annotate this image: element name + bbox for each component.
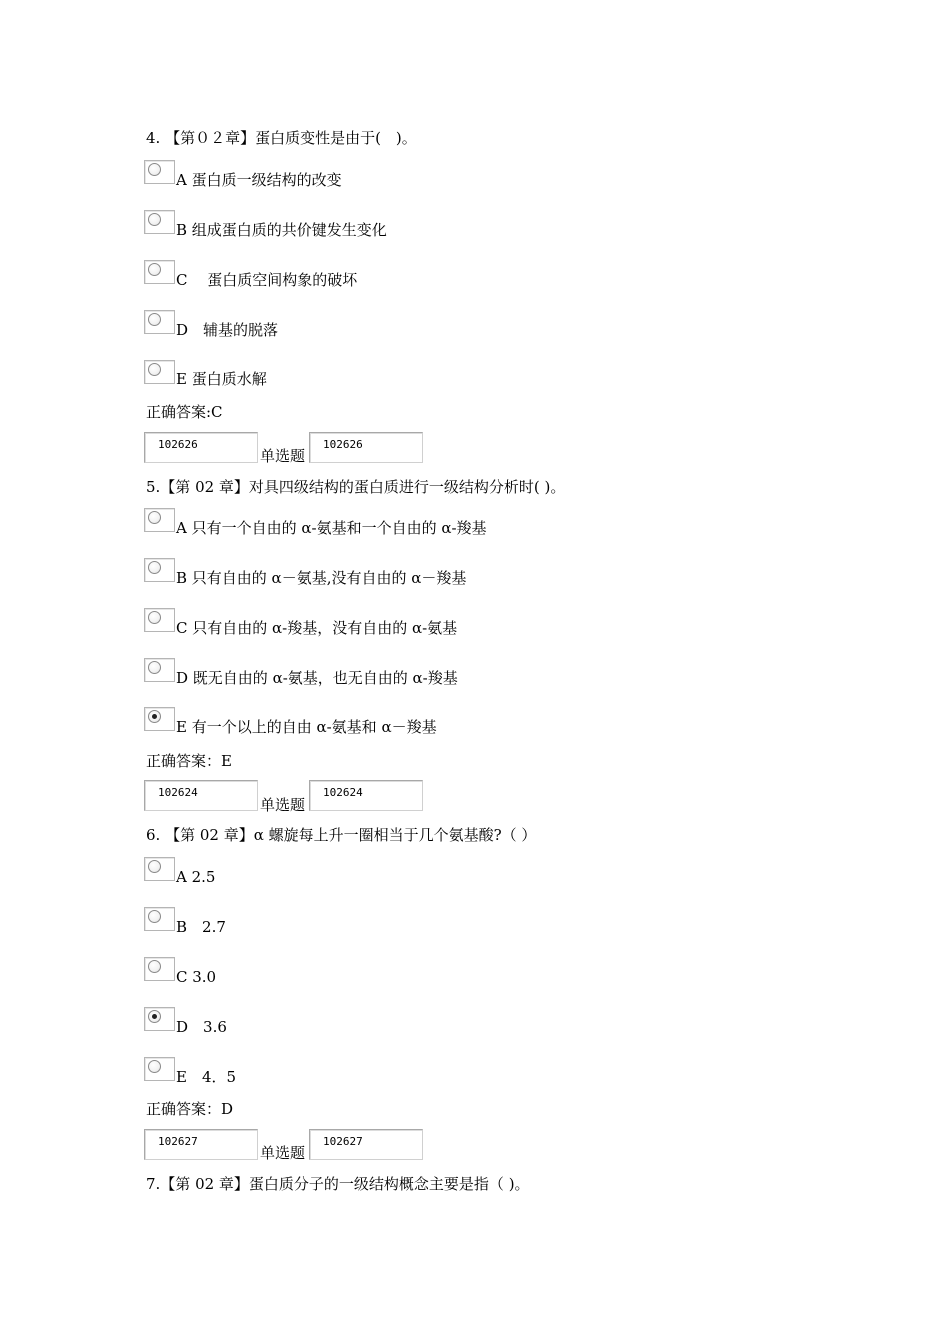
radio-checked-icon [148,710,161,723]
question-id-field[interactable]: 102624 [309,780,423,811]
radio-icon [148,661,161,674]
option-label: E 蛋白质水解 [176,370,267,388]
option-label: D 辅基的脱落 [176,321,279,339]
option-label: C 3.0 [176,968,217,986]
option-radio-selected[interactable] [144,707,175,731]
radio-icon [148,363,161,376]
option-radio[interactable] [144,360,175,384]
question-title: 6. 【第 02 章】α 螺旋每上升一圈相当于几个氨基酸?（ ） [146,826,537,844]
option-radio[interactable] [144,957,175,981]
option-radio[interactable] [144,508,175,532]
question-title: 7.【第 02 章】蛋白质分子的一级结构概念主要是指（ )。 [146,1175,530,1193]
option-label: E 4．5 [176,1068,237,1086]
radio-icon [148,1060,161,1073]
option-radio[interactable] [144,160,175,184]
option-label: B 组成蛋白质的共价键发生变化 [176,221,387,239]
question-id-field[interactable]: 102627 [144,1129,258,1160]
radio-checked-icon [148,1010,161,1023]
question-id-field[interactable]: 102626 [144,432,258,463]
question-title: 5.【第 02 章】对具四级结构的蛋白质进行一级结构分析时( )。 [146,478,566,496]
option-radio-selected[interactable] [144,1007,175,1031]
question-id-field[interactable]: 102624 [144,780,258,811]
question-title: 4. 【第０２章】蛋白质变性是由于( )。 [146,129,417,147]
question-id-field[interactable]: 102626 [309,432,423,463]
option-label: D 3.6 [176,1018,227,1036]
option-label: B 2.7 [176,918,226,936]
radio-icon [148,910,161,923]
question-type-label: 单选题 [260,796,306,814]
radio-icon [148,163,161,176]
option-radio[interactable] [144,310,175,334]
option-label: C 只有自由的 α-羧基，没有自由的 α-氨基 [176,619,458,637]
radio-icon [148,561,161,574]
option-label: A 2.5 [176,868,216,886]
radio-icon [148,511,161,524]
question-type-label: 单选题 [260,1144,306,1162]
option-radio[interactable] [144,608,175,632]
option-label: D 既无自由的 α-氨基，也无自由的 α-羧基 [176,669,458,687]
option-radio[interactable] [144,907,175,931]
option-radio[interactable] [144,658,175,682]
option-radio[interactable] [144,210,175,234]
question-type-label: 单选题 [260,447,306,465]
radio-icon [148,611,161,624]
option-radio[interactable] [144,857,175,881]
question-id-field[interactable]: 102627 [309,1129,423,1160]
radio-icon [148,263,161,276]
correct-answer: 正确答案:C [146,403,223,421]
option-label: C 蛋白质空间构象的破坏 [176,271,358,289]
option-label: A 蛋白质一级结构的改变 [176,171,342,189]
option-radio[interactable] [144,558,175,582]
radio-icon [148,313,161,326]
correct-answer: 正确答案：E [146,752,232,770]
radio-icon [148,960,161,973]
option-label: A 只有一个自由的 α-氨基和一个自由的 α-羧基 [176,519,487,537]
option-radio[interactable] [144,260,175,284]
radio-icon [148,860,161,873]
radio-icon [148,213,161,226]
option-radio[interactable] [144,1057,175,1081]
correct-answer: 正确答案：D [146,1100,234,1118]
option-label: E 有一个以上的自由 α-氨基和 α－羧基 [176,718,437,736]
option-label: B 只有自由的 α－氨基,没有自由的 α－羧基 [176,569,467,587]
